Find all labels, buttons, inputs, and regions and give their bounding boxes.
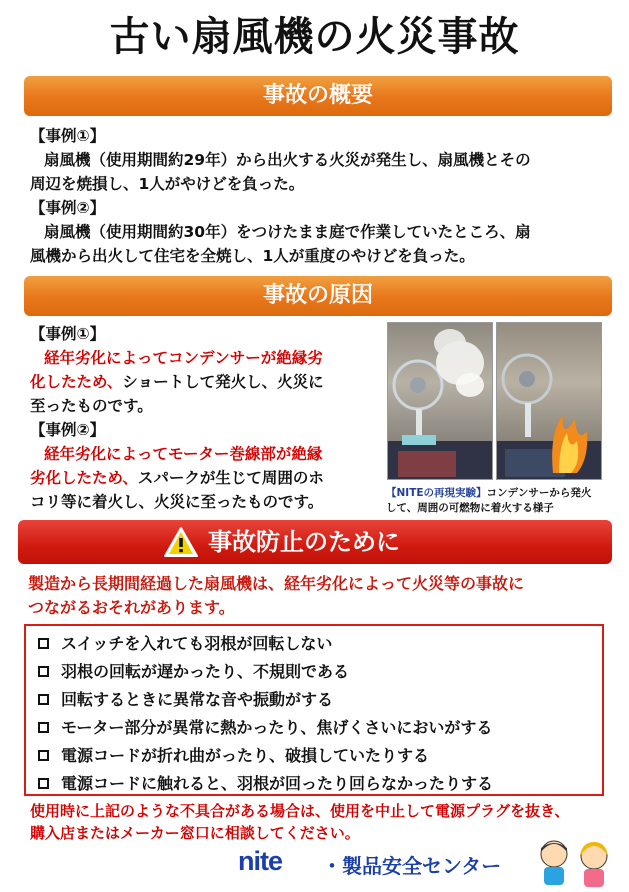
photo-caption-head: 【NITEの再現実験】 xyxy=(386,487,487,499)
prevention-heading: 事故防止のために xyxy=(208,528,400,556)
prevention-heading-bar xyxy=(18,520,612,564)
cause-heading: 事故の原因 xyxy=(24,276,612,316)
checkbox-icon xyxy=(38,694,49,705)
prevention-warning xyxy=(28,572,618,620)
cause-section xyxy=(30,322,324,514)
org-name: ・製品安全センター xyxy=(322,854,502,878)
checklist-item xyxy=(38,716,492,740)
consultation-note-line2: 購入店またはメーカー窓口に相談してください。 xyxy=(30,824,360,842)
checkbox-icon xyxy=(38,750,49,761)
overview-case1-text-cont: 周辺を焼損し、1人がやけどを負った。 xyxy=(30,175,305,193)
cause-case2-line2 xyxy=(30,466,324,490)
prevention-warning-line2: つながるおそれがあります。 xyxy=(28,598,235,617)
overview-case2-label: 【事例②】 xyxy=(30,199,106,217)
prevention-warning-line1: 製造から長期間経過した扇風機は、経年劣化によって火災等の事故に xyxy=(28,574,525,593)
checklist-item xyxy=(38,688,333,712)
warning-icon xyxy=(164,526,198,558)
photo-caption-text: コンデンサーから発火 xyxy=(486,487,592,499)
cause-case1-black-text: ショートして発火し、火災に xyxy=(122,373,324,391)
overview-case1-label: 【事例①】 xyxy=(30,127,106,145)
overview-case2-text-cont: 風機から出火して住宅を全焼し、1人が重度のやけどを負った。 xyxy=(30,247,475,265)
overview-section xyxy=(30,124,531,268)
cause-case2-line3: コリ等に着火し、火災に至ったものです。 xyxy=(30,493,324,511)
cause-case1-label: 【事例①】 xyxy=(30,325,106,343)
checklist-item-text: 羽根の回転が遅かったり、不規則である xyxy=(61,662,350,681)
children-illustration-icon xyxy=(526,834,626,892)
cause-case1-line2 xyxy=(30,370,324,394)
checklist-item-text: 電源コードが折れ曲がったり、破損していたりする xyxy=(61,746,430,765)
page-title: 古い扇風機の火災事故 xyxy=(109,14,520,60)
consultation-note-line1: 使用時に上記のような不具合がある場合は、使用を中止して電源プラグを抜き、 xyxy=(30,802,570,820)
checklist-item-text: スイッチを入れても羽根が回転しない xyxy=(61,634,333,653)
checklist-item xyxy=(38,632,332,656)
checkbox-icon xyxy=(38,666,49,677)
checkbox-icon xyxy=(38,778,49,789)
checkbox-icon xyxy=(38,722,49,733)
checklist-item-text: 回転するときに異常な音や振動がする xyxy=(61,690,334,709)
overview-heading: 事故の概要 xyxy=(24,76,612,116)
cause-case2-red-cont: 劣化したため、 xyxy=(30,469,138,487)
checklist-box xyxy=(24,624,604,796)
checklist-item-text: モーター部分が異常に熱かったり、焦げくさいにおいがする xyxy=(61,718,493,737)
cause-case1-red-text: 経年劣化によってコンデンサーが絶縁劣 xyxy=(44,349,323,367)
cause-case2-label: 【事例②】 xyxy=(30,421,106,439)
checkbox-icon xyxy=(38,638,49,649)
checklist-item-text: 電源コードに触れると、羽根が回ったり回らなかったりする xyxy=(61,774,494,793)
checklist-item xyxy=(38,772,493,796)
fan-fire-photo xyxy=(496,322,602,480)
fan-smoke-photo xyxy=(387,322,493,480)
photo-caption xyxy=(386,486,618,516)
checklist-item xyxy=(38,660,349,684)
photo-caption-text-cont: して、周囲の可燃物に着火する様子 xyxy=(386,502,554,514)
nite-logo: nite xyxy=(238,846,283,876)
cause-case2-red-text: 経年劣化によってモーター巻線部が絶縁 xyxy=(44,445,323,463)
checklist-item xyxy=(38,744,429,768)
cause-case2-black-text: スパークが生じて周囲のホ xyxy=(137,469,324,487)
overview-case2-text: 扇風機（使用期間約30年）をつけたまま庭で作業していたところ、扇 xyxy=(44,223,531,241)
cause-case1-line3: 至ったものです。 xyxy=(30,397,153,415)
cause-case1-red-cont: 化したため、 xyxy=(30,373,123,391)
overview-case1-text: 扇風機（使用期間約29年）から出火する火災が発生し、扇風機とその xyxy=(44,151,531,169)
